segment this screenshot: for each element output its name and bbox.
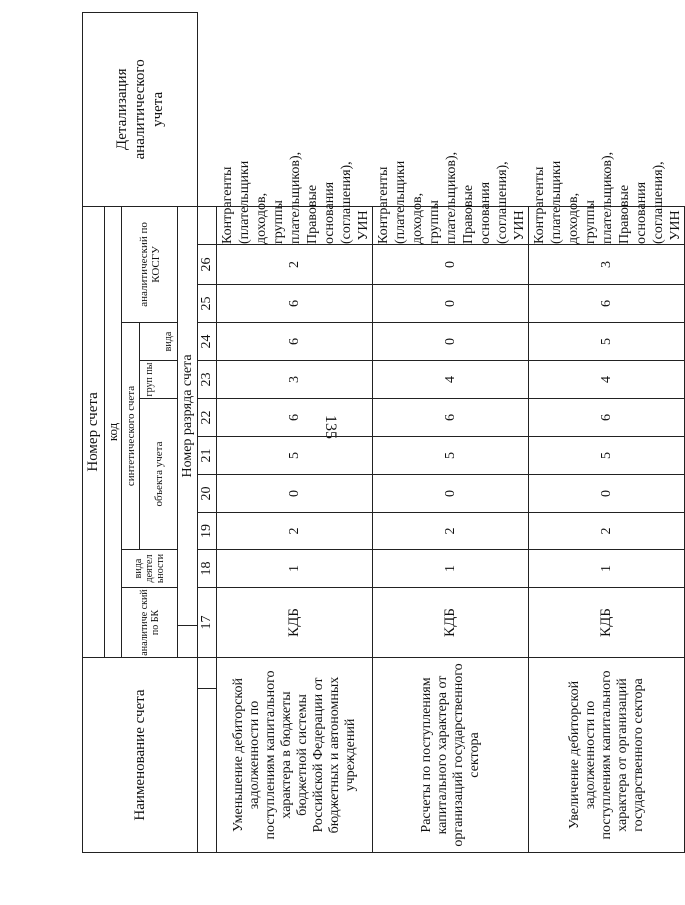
digit-17: 17 (198, 588, 217, 658)
digit-cell: 2 (529, 513, 685, 550)
digit-cell: 1 (529, 550, 685, 588)
table-row (529, 12, 685, 852)
digit-cell: 5 (529, 323, 685, 361)
digit-cell: 0 (217, 475, 373, 513)
bk-cell: КДБ (217, 588, 373, 658)
header-synthetic: синтетического счета (122, 323, 140, 550)
digit-cell: 6 (529, 285, 685, 323)
header-kind: вида (160, 323, 178, 361)
digit-cell: 1 (373, 550, 529, 588)
digit-26: 26 (198, 245, 217, 285)
digit-cell: 5 (217, 437, 373, 475)
header-digit-number: Номер разряда счета (178, 206, 198, 625)
header-name-empty (198, 689, 217, 853)
digit-cell: 0 (373, 285, 529, 323)
digit-19: 19 (198, 513, 217, 550)
header-code: код (105, 206, 122, 657)
detail-cell: Контрагенты (плательщики доходов, группы плательщиков), Правовые основания (соглашения), УИН (529, 206, 685, 244)
account-name-cell: Расчеты по поступлениям капитального характера от организаций государственного сектора (373, 658, 529, 853)
account-name-cell: Увеличение дебиторской задолженности по поступлениям капитального характера от организаций государственного сектора (529, 658, 685, 853)
digit-20: 20 (198, 475, 217, 513)
digit-cell: 3 (217, 361, 373, 399)
digit-cell: 0 (373, 323, 529, 361)
header-detail-empty (198, 206, 217, 244)
digit-cell: 2 (217, 513, 373, 550)
digit-cell: 6 (217, 323, 373, 361)
digit-24: 24 (198, 323, 217, 361)
digit-cell: 2 (217, 245, 373, 285)
detail-cell: Контрагенты (плательщики доходов, группы плательщиков), Правовые основания (соглашения), УИН (217, 206, 373, 244)
digit-cell: 6 (217, 399, 373, 437)
digit-cell: 5 (529, 437, 685, 475)
bk-cell: КДБ (529, 588, 685, 658)
header-object: объекта учета (140, 399, 178, 550)
header-group-cont (160, 361, 178, 399)
digit-22: 22 (198, 399, 217, 437)
table-row (217, 12, 373, 852)
digit-cell: 5 (373, 437, 529, 475)
digit-cell: 3 (529, 245, 685, 285)
detail-cell: Контрагенты (плательщики доходов, группы плательщиков), Правовые основания (соглашения), УИН (373, 206, 529, 244)
header-group: груп пы (140, 361, 160, 399)
digit-23: 23 (198, 361, 217, 399)
digit-cell: 4 (373, 361, 529, 399)
header-account-number: Номер счета (83, 206, 105, 657)
digit-18: 18 (198, 550, 217, 588)
header-activity-type: вида деятел ьности (122, 550, 178, 588)
header-analytical-bk: аналитиче ский по БК (122, 588, 178, 658)
page-number: 135 (322, 415, 339, 439)
bk-cell: КДБ (373, 588, 529, 658)
digit-cell: 6 (217, 285, 373, 323)
header-account-name: Наименование счета (83, 658, 198, 853)
digit-21: 21 (198, 437, 217, 475)
digit-cell: 0 (373, 245, 529, 285)
header-detail: Детализация аналитического учета (83, 12, 198, 206)
table-row (373, 12, 529, 852)
header-analytical-kosgu: аналитический по КОСГУ (122, 206, 178, 322)
digit-cell: 0 (529, 475, 685, 513)
digit-cell: 4 (529, 361, 685, 399)
digit-25: 25 (198, 285, 217, 323)
digit-cell: 0 (373, 475, 529, 513)
digit-cell: 2 (373, 513, 529, 550)
digit-cell: 1 (217, 550, 373, 588)
header-spacer-left (178, 626, 198, 658)
account-name-cell: Уменьшение дебиторской задолженности по поступлениям капитального характера в бюджеты бюджетной системы Российской Федерации от бюджетных и автономных учреждений (217, 658, 373, 853)
digit-cell: 6 (373, 399, 529, 437)
header-name-empty2 (198, 658, 217, 689)
rotated-table-container (82, 35, 683, 853)
digit-cell: 6 (529, 399, 685, 437)
accounts-table (82, 12, 685, 853)
header-kind-top (140, 323, 160, 361)
